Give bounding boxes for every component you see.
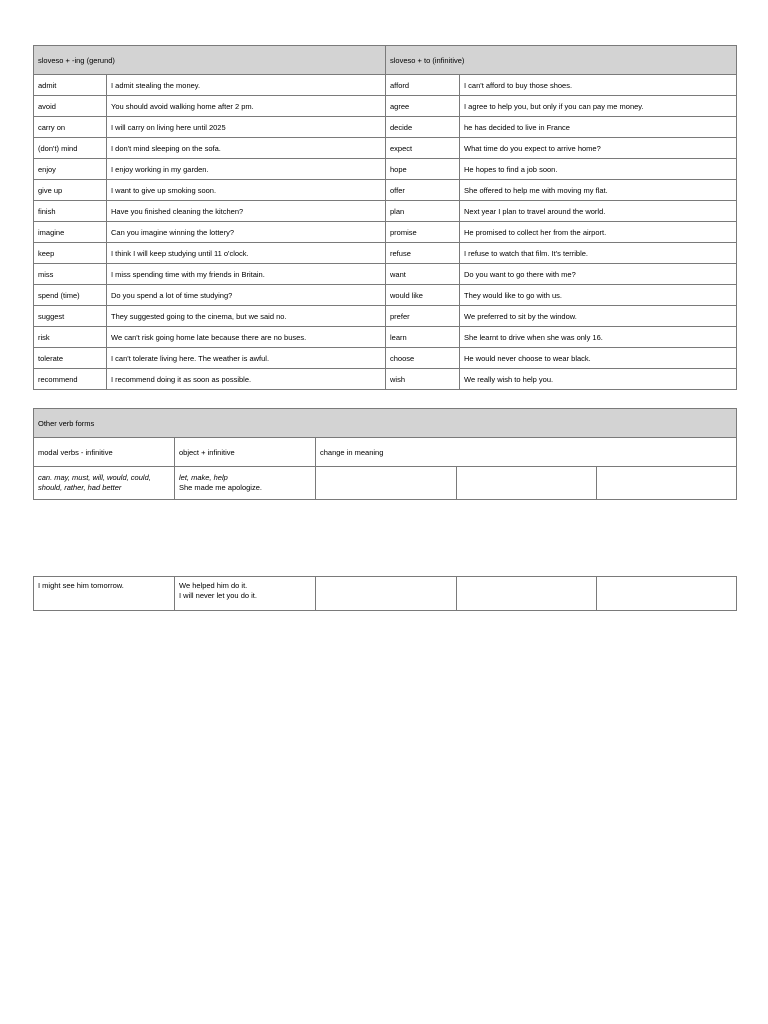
gerund-example: You should avoid walking home after 2 pm. <box>107 96 386 117</box>
gerund-example: I don't mind sleeping on the sofa. <box>107 138 386 159</box>
table-row <box>34 222 737 243</box>
gerund-verb: suggest <box>34 306 107 327</box>
table-row <box>34 348 737 369</box>
gerund-example: I will carry on living here until 2025 <box>107 117 386 138</box>
gerund-example: I enjoy working in my garden. <box>107 159 386 180</box>
gerund-verb: finish <box>34 201 107 222</box>
table-row <box>34 180 737 201</box>
object-infinitive-header: object + infinitive <box>175 438 316 467</box>
infinitive-example: What time do you expect to arrive home? <box>460 138 737 159</box>
gerund-verb: tolerate <box>34 348 107 369</box>
gerund-verb: imagine <box>34 222 107 243</box>
gerund-header: sloveso + -ing (gerund) <box>34 46 386 75</box>
table-header-row <box>34 46 737 75</box>
gerund-example: Have you finished cleaning the kitchen? <box>107 201 386 222</box>
infinitive-verb: choose <box>386 348 460 369</box>
other-verb-forms-title: Other verb forms <box>34 409 737 438</box>
infinitive-verb: promise <box>386 222 460 243</box>
gerund-example: We can't risk going home late because there are no buses. <box>107 327 386 348</box>
infinitive-verb: learn <box>386 327 460 348</box>
object-example-cell <box>175 577 316 611</box>
object-verbs-list: let, make, help <box>179 473 228 482</box>
gerund-example: I can't tolerate living here. The weather is awful. <box>107 348 386 369</box>
object-example-line: I will never let you do it. <box>179 591 257 600</box>
empty-cell <box>597 577 737 611</box>
infinitive-verb: offer <box>386 180 460 201</box>
table-row <box>34 243 737 264</box>
table-row <box>34 264 737 285</box>
infinitive-header: sloveso + to (infinitive) <box>386 46 737 75</box>
infinitive-example: She offered to help me with moving my flat. <box>460 180 737 201</box>
infinitive-example: We really wish to help you. <box>460 369 737 390</box>
object-example-sentence: She made me apologize. <box>179 483 262 492</box>
other-verb-forms-table <box>33 408 737 500</box>
infinitive-example: He hopes to find a job soon. <box>460 159 737 180</box>
infinitive-example: They would like to go with us. <box>460 285 737 306</box>
examples-table <box>33 576 737 611</box>
infinitive-example: He promised to collect her from the airport. <box>460 222 737 243</box>
infinitive-verb: plan <box>386 201 460 222</box>
table-row <box>34 96 737 117</box>
object-example-line: We helped him do it. <box>179 581 248 590</box>
gerund-verb: enjoy <box>34 159 107 180</box>
table-row <box>34 327 737 348</box>
empty-cell <box>457 577 597 611</box>
infinitive-verb: afford <box>386 75 460 96</box>
infinitive-example: We preferred to sit by the window. <box>460 306 737 327</box>
gerund-example: I recommend doing it as soon as possible. <box>107 369 386 390</box>
gerund-example: I think I will keep studying until 11 o'clock. <box>107 243 386 264</box>
infinitive-verb: expect <box>386 138 460 159</box>
infinitive-example: He would never choose to wear black. <box>460 348 737 369</box>
infinitive-example: Next year I plan to travel around the world. <box>460 201 737 222</box>
object-infinitive-cell <box>175 467 316 500</box>
table-row <box>34 201 737 222</box>
gerund-verb: (don't) mind <box>34 138 107 159</box>
gerund-verb: give up <box>34 180 107 201</box>
table-row <box>34 306 737 327</box>
infinitive-verb: hope <box>386 159 460 180</box>
modal-verbs-header: modal verbs - infinitive <box>34 438 175 467</box>
infinitive-verb: would like <box>386 285 460 306</box>
other-examples-row <box>34 467 737 500</box>
gerund-example: Do you spend a lot of time studying? <box>107 285 386 306</box>
other-header-row <box>34 409 737 438</box>
gerund-verb: keep <box>34 243 107 264</box>
infinitive-example: I agree to help you, but only if you can pay me money. <box>460 96 737 117</box>
empty-cell <box>316 467 457 500</box>
infinitive-example: Do you want to go there with me? <box>460 264 737 285</box>
examples-row <box>34 577 737 611</box>
gerund-verb: avoid <box>34 96 107 117</box>
infinitive-example: She learnt to drive when she was only 16. <box>460 327 737 348</box>
table-row <box>34 75 737 96</box>
gerund-example: I miss spending time with my friends in Britain. <box>107 264 386 285</box>
infinitive-verb: decide <box>386 117 460 138</box>
verb-patterns-table <box>33 45 737 390</box>
gerund-verb: risk <box>34 327 107 348</box>
empty-cell <box>316 577 457 611</box>
infinitive-verb: wish <box>386 369 460 390</box>
infinitive-verb: prefer <box>386 306 460 327</box>
infinitive-example: I refuse to watch that film. It's terrible. <box>460 243 737 264</box>
table-row <box>34 369 737 390</box>
table-row <box>34 117 737 138</box>
infinitive-verb: refuse <box>386 243 460 264</box>
gerund-verb: spend (time) <box>34 285 107 306</box>
infinitive-verb: agree <box>386 96 460 117</box>
infinitive-verb: want <box>386 264 460 285</box>
infinitive-example: he has decided to live in France <box>460 117 737 138</box>
empty-cell <box>457 467 597 500</box>
modal-example: I might see him tomorrow. <box>34 577 175 611</box>
modal-verbs-list: can. may, must, will, would, could, should, rather, had better <box>34 467 175 500</box>
change-in-meaning-header: change in meaning <box>316 438 737 467</box>
gerund-example: Can you imagine winning the lottery? <box>107 222 386 243</box>
gerund-example: They suggested going to the cinema, but we said no. <box>107 306 386 327</box>
table-row <box>34 138 737 159</box>
gerund-verb: miss <box>34 264 107 285</box>
table-row <box>34 285 737 306</box>
gerund-verb: carry on <box>34 117 107 138</box>
gerund-example: I want to give up smoking soon. <box>107 180 386 201</box>
gerund-verb: recommend <box>34 369 107 390</box>
empty-cell <box>597 467 737 500</box>
table-row <box>34 159 737 180</box>
gerund-verb: admit <box>34 75 107 96</box>
infinitive-example: I can't afford to buy those shoes. <box>460 75 737 96</box>
other-subheader-row <box>34 438 737 467</box>
gerund-example: I admit stealing the money. <box>107 75 386 96</box>
